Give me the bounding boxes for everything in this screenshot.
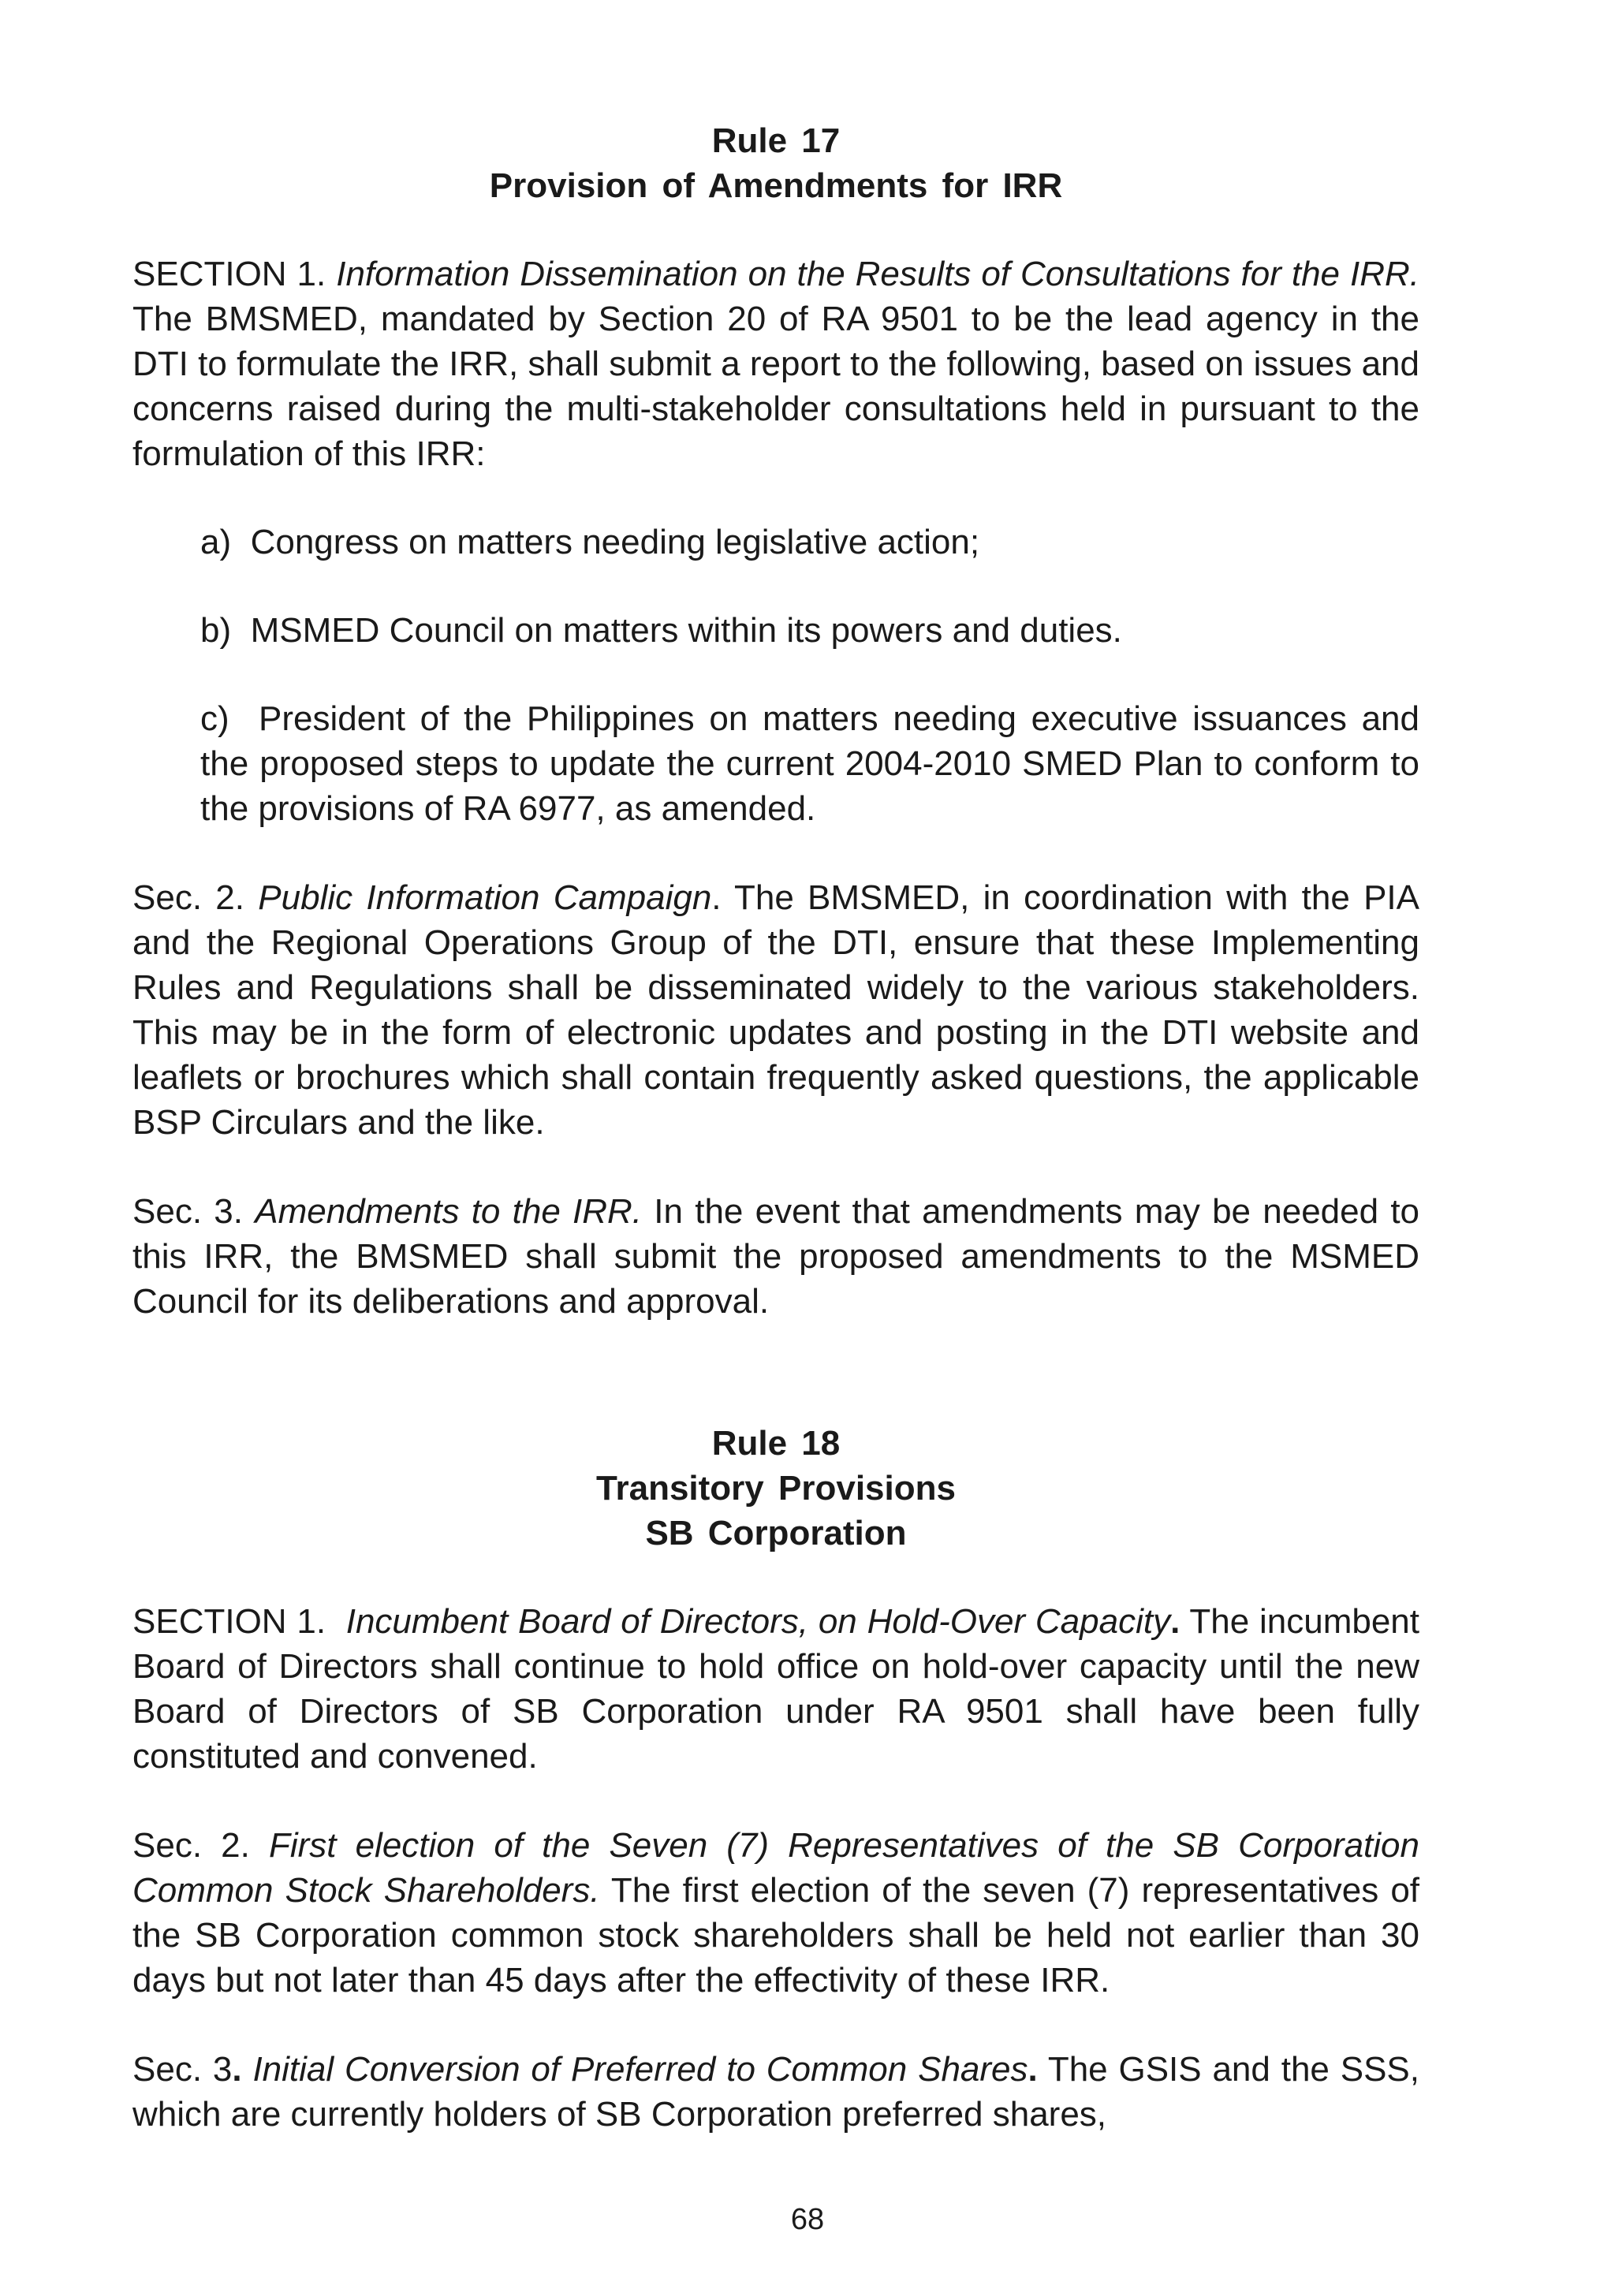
list-text: MSMED Council on matters within its powers and duties. [250, 611, 1122, 650]
section-label: Sec. 3 [132, 2050, 233, 2089]
rule-18-title: Transitory Provisions [596, 1469, 956, 1508]
recipient-list [132, 520, 1419, 831]
list-text: President of the Philippines on matters needing executive issuances and the proposed steps to update the current 2004-2010 SMED Plan to conform to the provisions of RA 6977, as amended. [200, 699, 1419, 828]
list-item [200, 520, 1419, 565]
document-page [132, 118, 1419, 2137]
rule-17-section-1 [132, 252, 1419, 476]
section-body: The incumbent Board of Directors shall continue to hold office on hold-over capacity until the new Board of Directors of SB Corporation under RA 9501 shall have been fully constituted and convened. [132, 1602, 1419, 1776]
rule-18-section-2 [132, 1823, 1419, 2003]
list-item [200, 608, 1419, 653]
rule-17-heading [132, 118, 1419, 208]
list-text: Congress on matters needing legislative action; [250, 523, 980, 561]
section-body: The BMSMED, mandated by Section 20 of RA 9501 to be the lead agency in the DTI to formulate the IRR, shall submit a report to the following, based on issues and concerns raised during the multi-stakeholder consultations held in pursuant to the formulation of this IRR: [132, 300, 1419, 473]
section-heading: First election of the Seven (7) Representatives of the SB Corporation Common Stock Shareholders. [132, 1826, 1419, 1910]
section-body: The GSIS and the SSS, which are currently holders of SB Corporation preferred shares, [132, 2050, 1420, 2134]
rule-17-title: Provision of Amendments for IRR [489, 166, 1063, 205]
section-heading: Public Information Campaign [258, 878, 712, 917]
rule-17-number: Rule 17 [711, 121, 841, 160]
rule-17-section-3 [132, 1189, 1419, 1324]
section-body: In the event that amendments may be needed to this IRR, the BMSMED shall submit the proposed amendments to the MSMED Council for its deliberations and approval. [132, 1192, 1420, 1321]
rule-18-heading [132, 1421, 1419, 1556]
section-label: Sec. 2. [132, 878, 244, 917]
section-body: The first election of the seven (7) representatives of the SB Corporation common stock shareholders shall be held not earlier than 30 days but not later than 45 days after the effectivity of these IRR. [132, 1871, 1420, 2000]
section-heading: Initial Conversion of Preferred to Common Shares [252, 2050, 1028, 2089]
list-item [200, 696, 1419, 831]
rule-18-section-3 [132, 2047, 1419, 2137]
section-heading: Amendments to the IRR. [255, 1192, 643, 1231]
section-heading-end: . [1170, 1602, 1180, 1641]
list-marker: b) [200, 611, 232, 650]
section-label-end: . [232, 2050, 242, 2089]
rule-18-section-1 [132, 1599, 1419, 1779]
section-label: SECTION 1. [132, 1602, 326, 1641]
rule-18-number: Rule 18 [711, 1424, 841, 1463]
section-body: . The BMSMED, in coordination with the PIA and the Regional Operations Group of the DTI, ensure that these Implementing Rules and Regulations shall be disseminated widely to the various stakeholders. This may be in the form of electronic updates and posting in the DTI website and leaflets or brochures which shall contain frequently asked questions, the applicable BSP Circulars and the like. [132, 878, 1420, 1142]
list-marker: c) [200, 699, 229, 738]
rule-18-subtitle: SB Corporation [645, 1514, 907, 1552]
section-label: SECTION 1. [132, 255, 326, 293]
section-heading-end: . [1028, 2050, 1038, 2089]
section-label: Sec. 3. [132, 1192, 243, 1231]
rule-17-section-2 [132, 875, 1419, 1145]
section-label: Sec. 2. [132, 1826, 250, 1865]
section-heading: Information Dissemination on the Results of Consultations for the IRR. [336, 255, 1419, 293]
page-number: 68 [790, 2203, 825, 2236]
section-heading: Incumbent Board of Directors, on Hold-Over Capacity [345, 1602, 1171, 1641]
list-marker: a) [200, 523, 232, 561]
